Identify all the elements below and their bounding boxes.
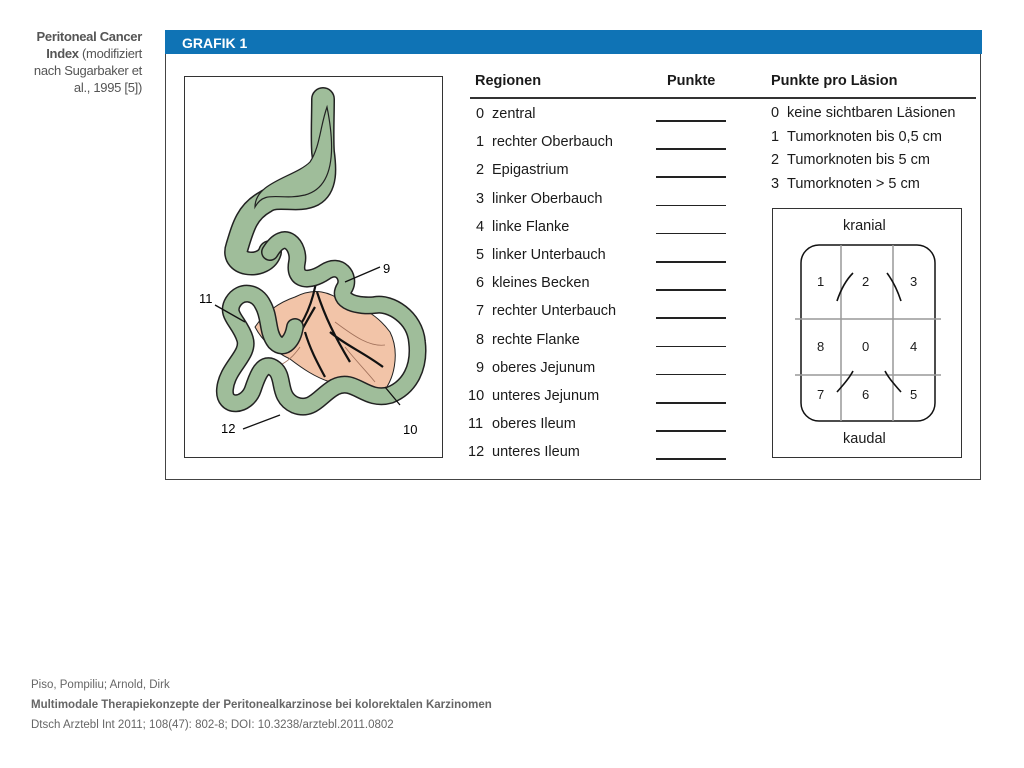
points-blank-line[interactable]	[656, 289, 726, 291]
lesion-score-number: 0	[771, 105, 780, 121]
abdominal-regions-diagram	[772, 208, 962, 458]
region-cell: 6	[862, 387, 870, 402]
points-blank-line[interactable]	[656, 176, 726, 178]
abdomen-grid	[773, 209, 963, 459]
lesion-score-label: Tumorknoten bis 5 cm	[787, 152, 930, 168]
region-row	[468, 360, 658, 376]
regions-column-header: Regionen	[475, 73, 542, 89]
points-blank-line[interactable]	[656, 430, 726, 432]
region-label: zentral	[492, 106, 536, 122]
points-blank-line[interactable]	[656, 261, 726, 263]
points-blank-line[interactable]	[656, 317, 726, 319]
points-blank-line[interactable]	[656, 205, 726, 207]
region-row	[468, 388, 658, 404]
points-blank-line[interactable]	[656, 402, 726, 404]
region-row	[468, 416, 658, 432]
region-row	[468, 219, 658, 235]
region-number: 9	[476, 359, 485, 376]
region-cell: 1	[817, 274, 825, 289]
region-number: 8	[476, 331, 485, 348]
region-cell: 5	[910, 387, 918, 402]
points-blank-line[interactable]	[656, 233, 726, 235]
region-row	[468, 303, 658, 319]
region-number: 12	[468, 444, 485, 461]
region-row	[468, 162, 658, 178]
intestine-drawing	[185, 77, 444, 459]
label-9: 9	[383, 261, 391, 276]
region-row	[468, 191, 658, 207]
region-label: linke Flanke	[492, 218, 570, 235]
region-cell: 4	[910, 339, 918, 354]
label-10: 10	[403, 422, 418, 437]
lesion-score-row	[771, 129, 942, 145]
region-number: 1	[476, 134, 485, 151]
region-cell: 7	[817, 387, 825, 402]
region-number: 7	[476, 303, 485, 320]
points-blank-line[interactable]	[656, 458, 726, 460]
region-number: 3	[476, 190, 485, 207]
region-label: Epigastrium	[492, 162, 569, 179]
points-column-header: Punkte	[667, 73, 716, 89]
footer-title: Multimodale Therapiekonzepte der Peritonealkarzinose bei kolorektalen Karzinomen	[31, 699, 492, 711]
region-number: 10	[468, 388, 485, 404]
points-blank-line[interactable]	[656, 346, 726, 348]
lesion-score-number: 3	[771, 175, 780, 192]
lesion-score-row	[771, 105, 955, 121]
region-cell: 8	[817, 339, 825, 354]
cranial-label: kranial	[843, 218, 886, 234]
region-row	[468, 106, 658, 122]
points-blank-line[interactable]	[656, 374, 726, 376]
caudal-label: kaudal	[843, 431, 886, 447]
header-divider	[470, 97, 976, 99]
lesion-score-label: Tumorknoten bis 0,5 cm	[787, 128, 942, 145]
figure-header: GRAFIK 1	[165, 30, 982, 54]
region-number: 5	[476, 247, 485, 263]
region-label: rechte Flanke	[492, 331, 580, 348]
lesion-score-number: 2	[771, 152, 780, 168]
intestine-illustration	[184, 76, 443, 458]
region-number: 0	[476, 106, 485, 122]
region-cell: 3	[910, 274, 918, 289]
region-number: 11	[468, 416, 484, 433]
label-12: 12	[221, 421, 236, 436]
footer-citation: Dtsch Arztebl Int 2011; 108(47): 802-8; DOI: 10.3238/arztebl.2011.0802	[31, 719, 394, 731]
lesion-score-row	[771, 176, 920, 192]
figure-side-caption	[20, 28, 142, 96]
region-label: linker Oberbauch	[492, 190, 603, 207]
lesion-score-row	[771, 152, 930, 168]
label-11: 11	[199, 291, 213, 306]
region-label: rechter Unterbauch	[492, 303, 617, 320]
region-row	[468, 332, 658, 348]
region-label: unteres Jejunum	[492, 388, 600, 404]
footer-authors: Piso, Pompiliu; Arnold, Dirk	[31, 679, 170, 691]
side-caption-rest: (modifiziert nach Sugarbaker et al., 1995 [5])	[33, 46, 142, 95]
lesion-points-column-header: Punkte pro Läsion	[771, 73, 898, 89]
region-number: 6	[476, 275, 485, 292]
region-row	[468, 134, 658, 150]
region-label: oberes Jejunum	[492, 359, 596, 376]
region-cell: 2	[862, 274, 870, 289]
region-row	[468, 247, 658, 263]
region-label: unteres Ileum	[492, 444, 580, 461]
region-label: linker Unterbauch	[492, 247, 606, 263]
region-label: oberes Ileum	[492, 416, 576, 433]
region-label: kleines Becken	[492, 275, 590, 292]
region-number: 2	[476, 162, 485, 179]
region-cell: 0	[862, 339, 870, 354]
side-caption-bold: Peritoneal Cancer Index	[36, 29, 142, 61]
lesion-score-label: keine sichtbaren Läsionen	[787, 105, 956, 121]
region-row	[468, 444, 658, 460]
region-label: rechter Oberbauch	[492, 134, 613, 151]
lesion-score-label: Tumorknoten > 5 cm	[787, 175, 920, 192]
region-number: 4	[476, 218, 485, 235]
region-row	[468, 275, 658, 291]
lesion-score-number: 1	[771, 128, 780, 145]
points-blank-line[interactable]	[656, 148, 726, 150]
points-blank-line[interactable]	[656, 120, 726, 122]
